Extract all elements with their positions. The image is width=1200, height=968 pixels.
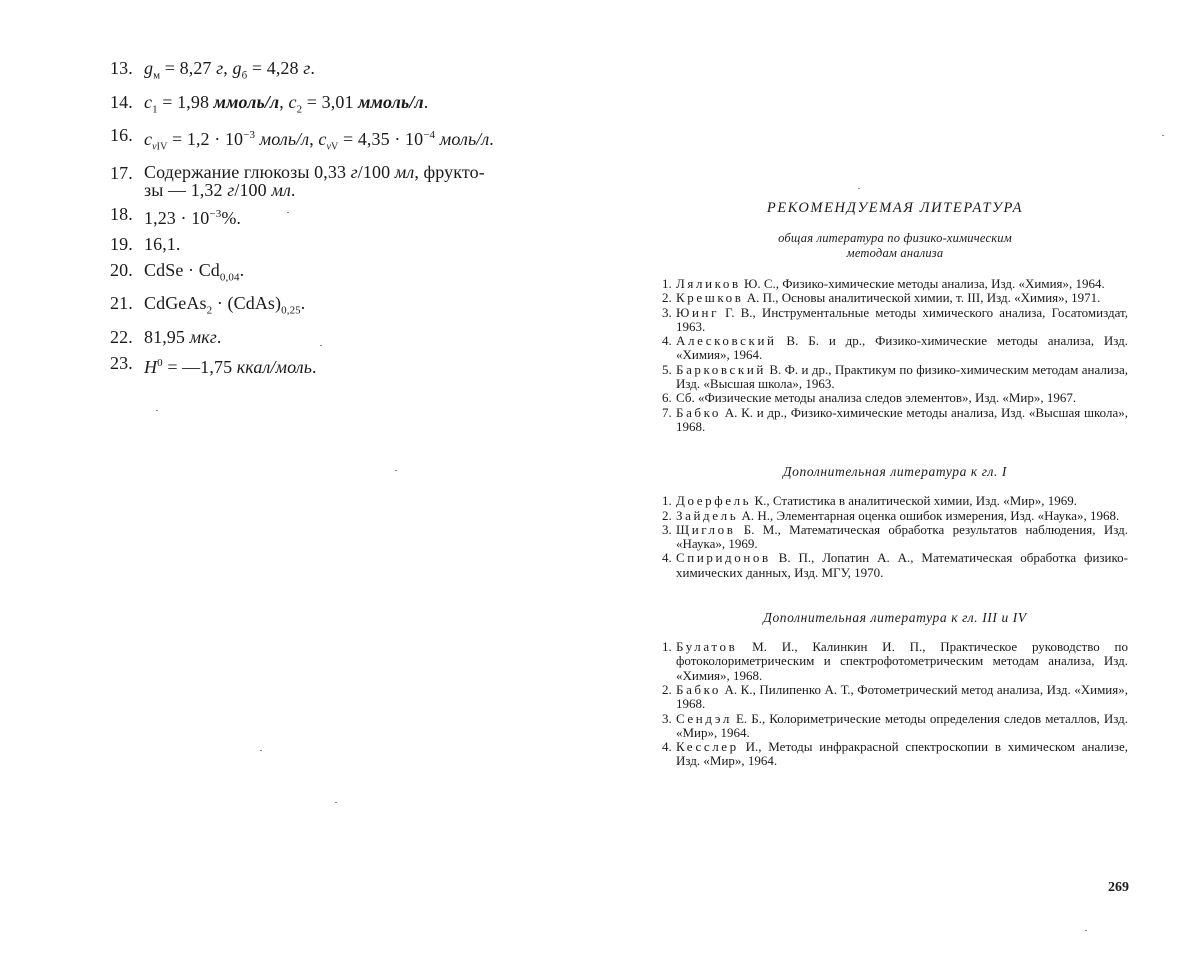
answer-item (110, 58, 560, 87)
reference-text (676, 683, 1128, 712)
answer-number: 21. (110, 293, 133, 314)
answer-item (110, 92, 560, 121)
reference-details: Г. В., Инструментальные методы химического анализа, Госатомиздат, 1963. (676, 304, 1128, 334)
reference-text (676, 640, 1128, 683)
answer-number: 19. (110, 233, 133, 254)
reference-item (662, 406, 1128, 435)
reference-author: Ляликов (676, 276, 741, 291)
reference-details: Ю. С., Физико-химические методы анализа, Изд. «Химия», 1964. (740, 276, 1105, 291)
answer-text: CdSe · $Cd_{0,04}$. (144, 259, 245, 284)
reference-item (662, 334, 1128, 363)
reference-text (676, 391, 1128, 405)
reference-number: 3. (662, 521, 672, 537)
answer-text: $c_{vIV} = 1,2 \cdot 10^{-3}$ моль/л, $c_{vV} = 4,35 \cdot 10^{-4}$ моль/л. (144, 129, 494, 153)
reference-item (662, 363, 1128, 392)
answers-list (110, 58, 560, 383)
page-number: 269 (1108, 880, 1129, 895)
reference-item (662, 551, 1128, 580)
reference-number: 1. (662, 639, 672, 655)
answer-item (110, 327, 560, 348)
answer-item (110, 234, 560, 255)
literature-subtitle (662, 231, 1128, 261)
reference-item (662, 494, 1128, 508)
chapter3-references (662, 640, 1128, 769)
answer-text: $g_м = 8,27$ г, $g_б = 4,28$ г. (144, 58, 315, 82)
reference-item (662, 523, 1128, 552)
answer-text: $c_1 = 1,98$ ммоль/л, $c_2 = 3,01$ ммоль/л. (144, 91, 429, 116)
scan-speck (156, 410, 158, 411)
reference-text (676, 334, 1128, 363)
reference-text (676, 740, 1128, 769)
reference-item (662, 306, 1128, 335)
reference-text (676, 523, 1128, 552)
literature-title: РЕКОМЕНДУЕМАЯ ЛИТЕРАТУРА (766, 200, 1024, 216)
reference-details: В. Ф. и др., Практикум по физико-химическим методам анализа, Изд. «Высшая школа», 1963. (676, 361, 1128, 392)
reference-details: В. П., Лопатин А. А., Математическая обработка физико-химических данных, Изд. МГУ, 1970. (676, 550, 1128, 580)
reference-text (676, 277, 1128, 291)
reference-item (662, 740, 1128, 769)
scan-speck (320, 345, 322, 346)
reference-author: Алесковский (676, 333, 777, 349)
answer-text: $H^0$ = —1,75 ккал/моль. (144, 356, 317, 377)
reference-text (676, 509, 1128, 523)
reference-details: Е. Б., Колориметрические методы определения следов металлов, Изд. «Мир», 1964. (676, 710, 1128, 740)
reference-details: Сб. «Физические методы анализа следов элементов», Изд. «Мир», 1967. (676, 390, 1077, 406)
answer-number: 23. (110, 352, 133, 373)
reference-number: 2. (662, 290, 672, 306)
reference-details: А. Н., Элементарная оценка ошибок измерения, Изд. «Наука», 1968. (738, 507, 1120, 523)
answer-item (110, 353, 560, 378)
scan-speck (287, 212, 289, 213)
reference-text (676, 291, 1128, 305)
reference-text (676, 363, 1128, 392)
reference-number: 5. (662, 361, 672, 377)
reference-text (676, 494, 1128, 508)
reference-author: Сендэл (676, 710, 732, 726)
reference-details: Б. М., Математическая обработка результатов наблюдения, Изд. «Наука», 1969. (676, 521, 1128, 552)
reference-author: Бабко (676, 404, 722, 420)
reference-author: Щиглов (676, 521, 736, 537)
chapter1-heading: Дополнительная литература к гл. I (782, 464, 1008, 480)
reference-author: Крешков (676, 290, 744, 306)
reference-text (676, 712, 1128, 741)
chapter1-references (662, 494, 1128, 580)
answer-item (110, 260, 560, 289)
reference-details: А. К., Пилипенко А. Т., Фотометрический метод анализа, Изд. «Химия», 1968. (676, 681, 1128, 712)
reference-author: Бабко (676, 681, 722, 697)
reference-details: А. К. и др., Физико-химические методы анализа, Изд. «Высшая школа», 1968. (676, 404, 1128, 434)
reference-text (676, 551, 1128, 580)
reference-number: 7. (662, 404, 672, 420)
answer-text: $1,23 \cdot 10^{-3}\%$. (144, 207, 242, 228)
answer-text: 16,1. (144, 233, 181, 254)
literature-subtitle-line: общая литература по физико-химическим (778, 231, 1012, 245)
reference-author: Спиридонов (676, 550, 771, 566)
reference-details: И., Методы инфракрасной спектроскопии в химическом анализе, Изд. «Мир», 1964. (676, 739, 1128, 769)
reference-details: М. И., Калинкин И. П., Практическое руководство по фотоколориметрическим и спектрофотометрическим методам анализа, Изд. «Химия», 1968. (676, 639, 1128, 683)
literature-section (662, 200, 1128, 769)
reference-number: 6. (662, 390, 672, 406)
reference-author: Барковский (676, 361, 766, 377)
reference-number: 2. (662, 681, 672, 697)
scan-speck (395, 470, 397, 471)
reference-item (662, 712, 1128, 741)
reference-number: 1. (662, 493, 672, 509)
reference-details: В. Б. и др., Физико-химические методы анализа, Изд. «Химия», 1964. (676, 333, 1128, 363)
reference-item (662, 277, 1128, 291)
reference-item (662, 391, 1128, 405)
scan-speck (1085, 930, 1087, 931)
chapter3-heading: Дополнительная литература к гл. III и IV (763, 610, 1027, 626)
answer-item (110, 293, 560, 322)
reference-details: К., Статистика в аналитической химии, Изд. «Мир», 1969. (751, 493, 1077, 509)
answer-text: Содержание глюкозы 0,33 г/100 мл, фрукто- зы — 1,32 г/100 мл. (144, 161, 485, 200)
answer-number: 22. (110, 326, 133, 347)
answer-number: 13. (110, 58, 133, 78)
answer-number: 16. (110, 125, 133, 146)
reference-item (662, 509, 1128, 523)
answer-item (110, 163, 560, 199)
reference-text (676, 406, 1128, 435)
reference-author: Доерфель (676, 493, 752, 509)
reference-number: 4. (662, 739, 672, 755)
answer-number: 20. (110, 259, 133, 280)
scan-speck (1162, 135, 1164, 136)
reference-author: Булатов (676, 639, 738, 655)
answer-number: 18. (110, 203, 133, 224)
reference-item (662, 683, 1128, 712)
reference-author: Кесслер (676, 739, 739, 755)
answer-item (110, 204, 560, 229)
answer-number: 17. (110, 162, 133, 183)
reference-details: А. П., Основы аналитической химии, т. III, Изд. «Химия», 1971. (743, 290, 1101, 306)
reference-item (662, 640, 1128, 683)
reference-number: 3. (662, 710, 672, 726)
scan-speck (260, 750, 262, 751)
reference-number: 4. (662, 333, 672, 349)
literature-subtitle-line: методам анализа (846, 246, 944, 260)
right-page (600, 0, 1200, 968)
reference-text (676, 306, 1128, 335)
scan-speck (335, 802, 337, 803)
scan-speck (858, 188, 860, 189)
reference-number: 2. (662, 507, 672, 523)
answer-text: CdGeAs$_2$ · $(CdAs)_{0,25}$. (144, 293, 306, 317)
answer-number: 14. (110, 91, 133, 112)
reference-number: 4. (662, 550, 672, 566)
reference-number: 3. (662, 304, 672, 320)
answer-item (110, 125, 560, 158)
reference-author: Зайдель (676, 507, 739, 523)
answer-text: 81,95 мкг. (144, 326, 222, 347)
reference-item (662, 291, 1128, 305)
reference-number: 1. (662, 276, 672, 291)
reference-author: Юинг (676, 304, 720, 320)
general-references (662, 277, 1128, 434)
